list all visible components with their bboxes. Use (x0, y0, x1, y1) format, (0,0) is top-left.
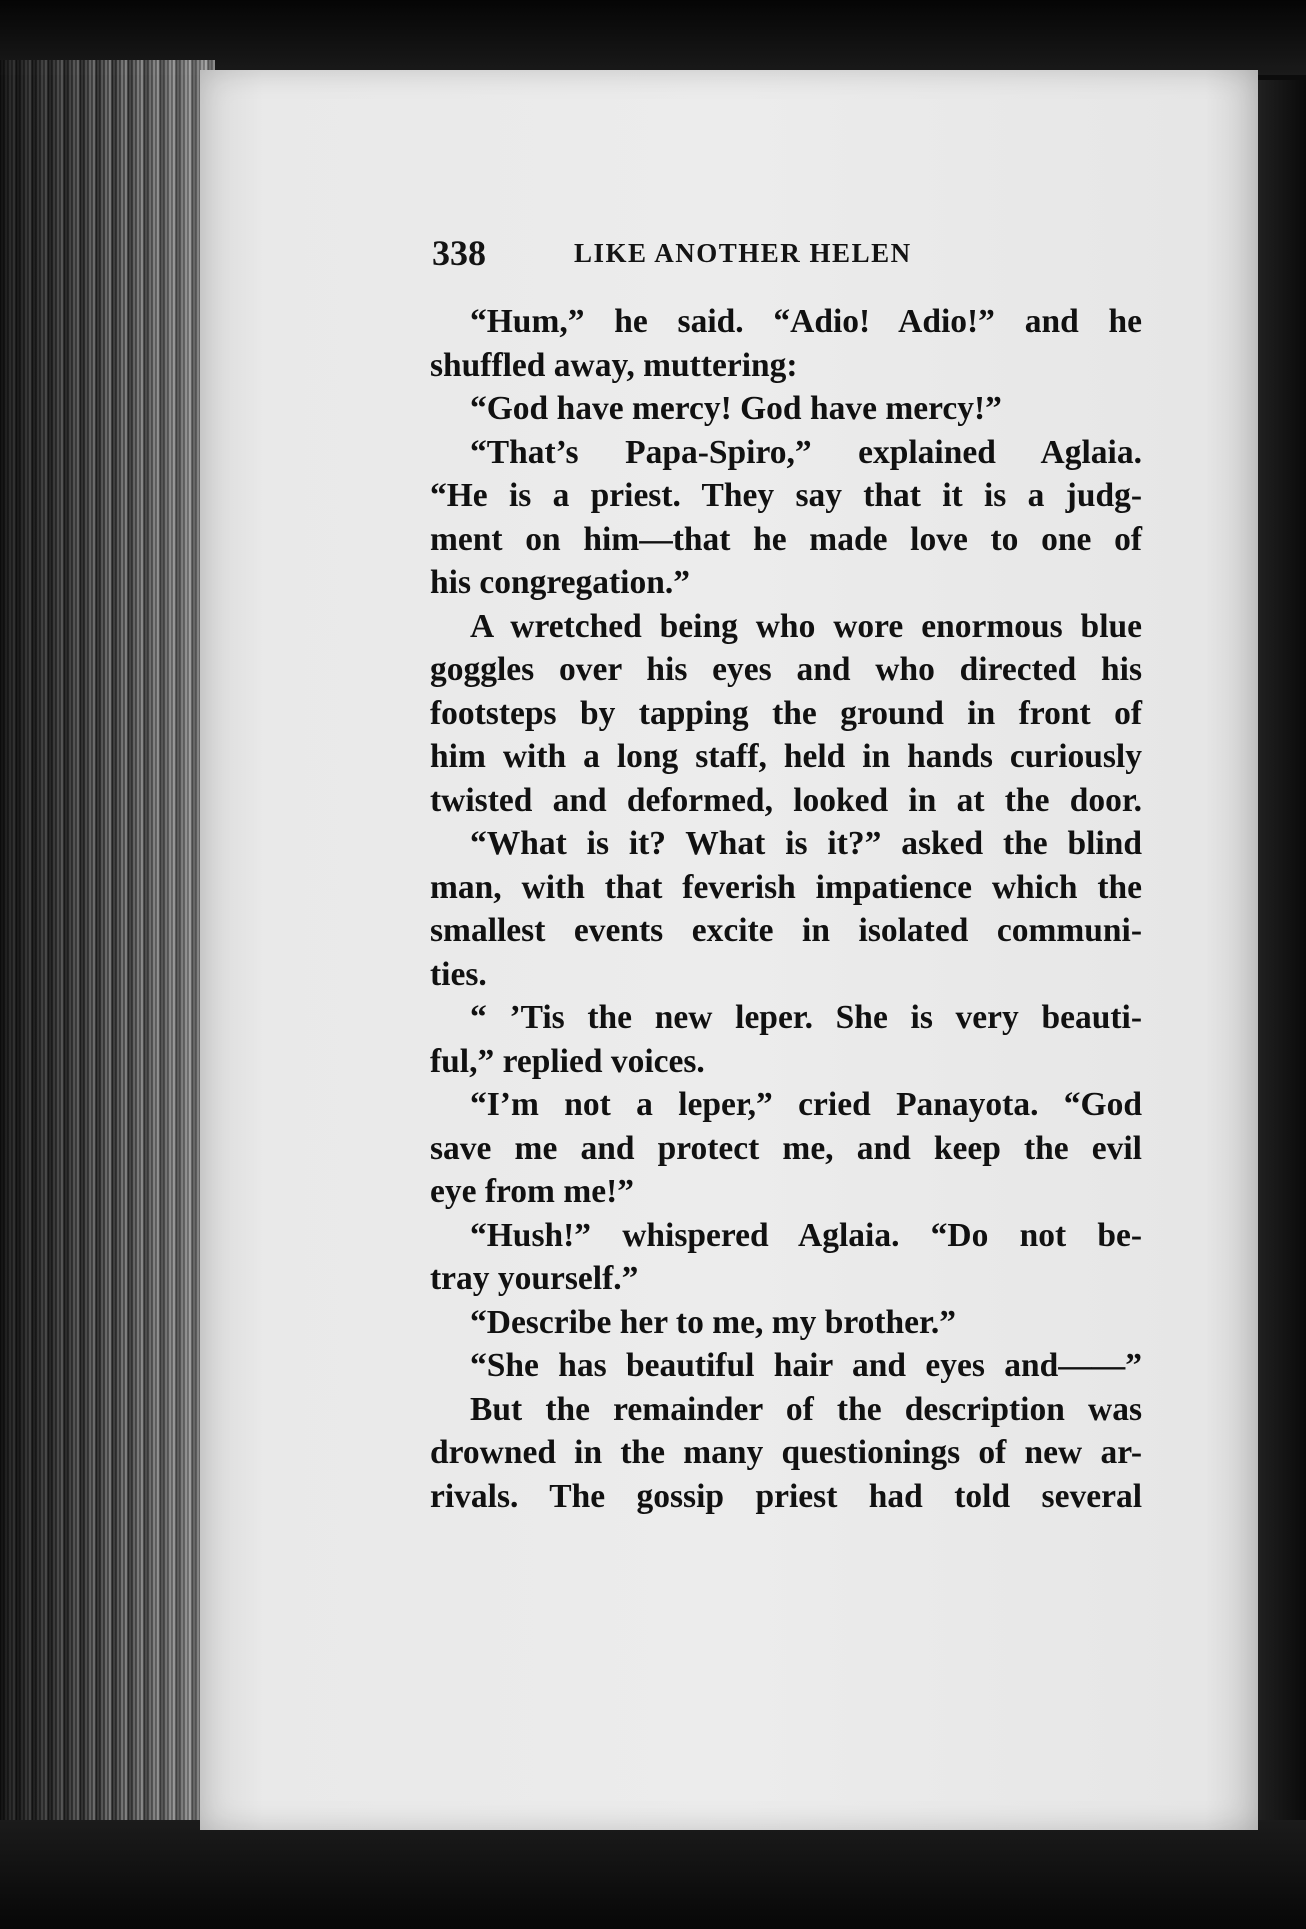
text-line: “He is a priest. They say that it is a judg- (430, 477, 1142, 514)
text-line: smallest events excite in isolated communi- (430, 912, 1142, 949)
page-header (432, 232, 1012, 282)
text-line: “God have mercy! God have mercy!” (470, 390, 1002, 427)
body-text (430, 300, 1142, 1518)
text-line: man, with that feverish impatience which the (430, 868, 1142, 906)
text-line: ties. (430, 955, 487, 993)
text-line: goggles over his eyes and who directed his (430, 651, 1142, 688)
text-line: ment on him—that he made love to one of (430, 520, 1142, 558)
text-line: “What is it? What is it?” asked the blind (470, 825, 1142, 862)
text-line: tray yourself.” (430, 1260, 639, 1297)
scan-background-bottom (0, 1820, 1306, 1929)
scan-background-right (1255, 80, 1306, 1840)
text-line: A wretched being who wore enormous blue (470, 607, 1142, 645)
text-line: his congregation.” (430, 564, 690, 601)
text-line: “ ’Tis the new leper. She is very beauti- (470, 999, 1142, 1036)
text-line: him with a long staff, held in hands curiously (430, 738, 1142, 775)
text-line: “That’s Papa-Spiro,” explained Aglaia. (470, 433, 1142, 471)
book-page-edges (0, 60, 215, 1830)
running-head: LIKE ANOTHER HELEN (574, 238, 912, 268)
text-line: “Hum,” he said. “Adio! Adio!” and he (470, 303, 1142, 340)
text-line: But the remainder of the description was (470, 1390, 1142, 1428)
text-line: eye from me!” (430, 1173, 634, 1210)
text-line: footsteps by tapping the ground in front of (430, 694, 1142, 732)
text-line: shuffled away, muttering: (430, 346, 798, 384)
text-line: twisted and deformed, looked in at the door. (430, 781, 1142, 819)
text-line: “Describe her to me, my brother.” (470, 1303, 956, 1341)
text-line: drowned in the many questionings of new ar- (430, 1434, 1142, 1471)
text-line: “I’m not a leper,” cried Panayota. “God (470, 1086, 1142, 1123)
text-line: “She has beautiful hair and eyes and——” (470, 1347, 1142, 1384)
text-line: save me and protect me, and keep the evil (430, 1129, 1142, 1167)
text-line: rivals. The gossip priest had told several (430, 1477, 1142, 1515)
text-line: ful,” replied voices. (430, 1042, 705, 1080)
page-number: 338 (432, 233, 486, 273)
text-line: “Hush!” whispered Aglaia. “Do not be- (470, 1216, 1142, 1254)
